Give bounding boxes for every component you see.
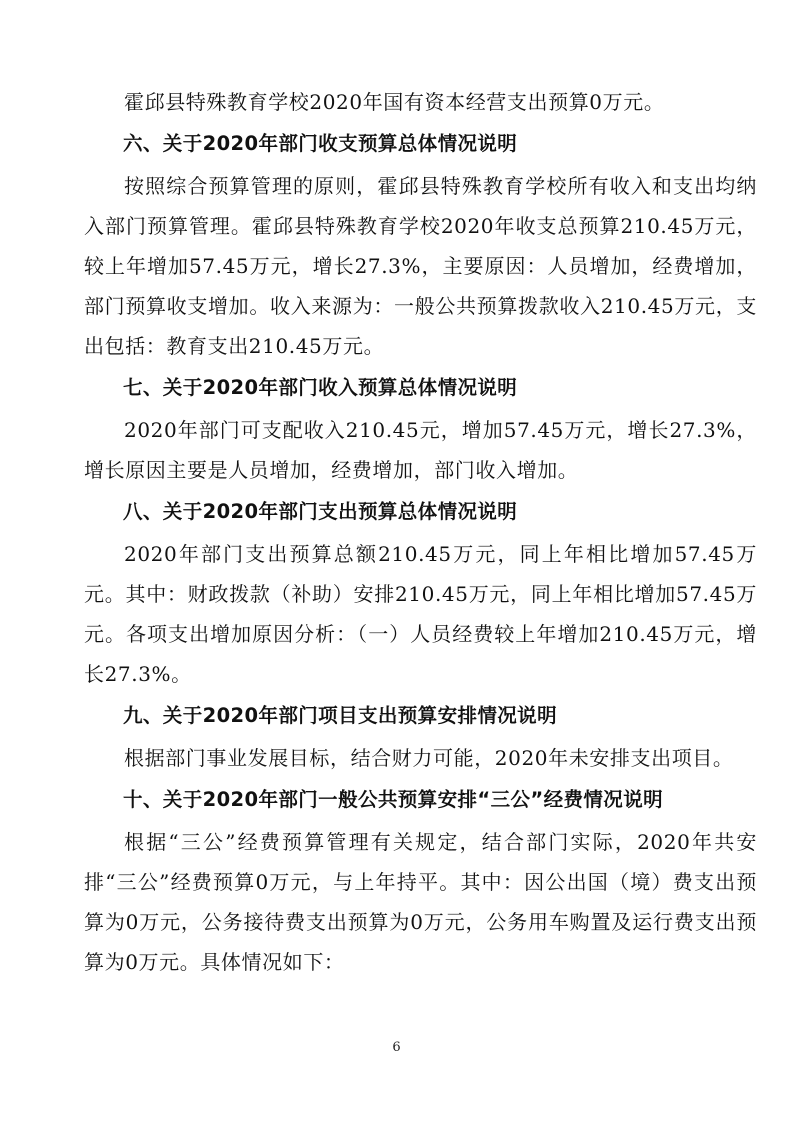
paragraph-state-capital-budget: 霍邱县特殊教育学校2020年国有资本经营支出预算0万元。 — [124, 90, 665, 114]
section-heading-6: 六、关于2020年部门收支预算总体情况说明 — [123, 132, 518, 155]
paragraph-overall-budget: 按照综合预算管理的原则，霍邱县特殊教育学校所有收入和支出均纳入部门预算管理。霍邱县特殊教育学校2020年收支总预算210.45万元，较上年增加57.45万元，增长27.3%，主要原因：人员增加，经费增加，部门预算收支增加。收入来源为：一般公共预算拨款收入210.45万元，支出包括：教育支出210.45万元。 — [84, 174, 757, 358]
paragraph-project-budget: 根据部门事业发展目标，结合财力可能，2020年未安排支出项目。 — [124, 746, 734, 770]
page-number: 6 — [392, 1040, 401, 1055]
section-heading-9: 九、关于2020年部门项目支出预算安排情况说明 — [123, 704, 557, 727]
section-heading-7: 七、关于2020年部门收入预算总体情况说明 — [123, 376, 518, 399]
page-body — [84, 82, 757, 982]
section-heading-10: 十、关于2020年部门一般公共预算安排“三公”经费情况说明 — [123, 788, 664, 811]
paragraph-three-public-expenses: 根据“三公”经费预算管理有关规定，结合部门实际，2020年共安排“三公”经费预算0万元，与上年持平。其中：因公出国（境）费支出预算为0万元，公务接待费支出预算为0万元，公务用车购置及运行费支出预算为0万元。具体情况如下： — [84, 830, 757, 974]
paragraph-expenditure-budget: 2020年部门支出预算总额210.45万元，同上年相比增加57.45万元。其中：财政拨款（补助）安排210.45万元，同上年相比增加57.45万元。各项支出增加原因分析：（一）人员经费较上年增加210.45万元，增长27.3%。 — [84, 542, 757, 686]
section-heading-8: 八、关于2020年部门支出预算总体情况说明 — [123, 500, 518, 523]
paragraph-income-budget: 2020年部门可支配收入210.45元，增加57.45万元，增长27.3%，增长原因主要是人员增加，经费增加，部门收入增加。 — [84, 418, 757, 482]
